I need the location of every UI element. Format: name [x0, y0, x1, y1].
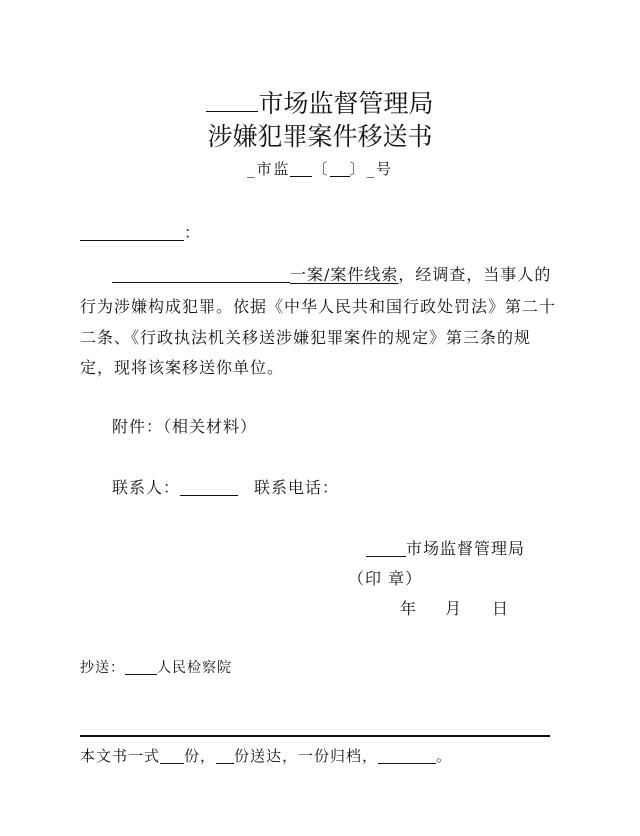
paragraph-line-1	[80, 262, 551, 285]
document-title-org	[0, 84, 640, 120]
footer-part3: 份送达，一份归档，	[234, 747, 379, 765]
document-number	[0, 158, 640, 179]
doc-number-paren-close: 〕	[349, 160, 367, 178]
document-title: 涉嫌犯罪案件移送书	[207, 122, 433, 151]
cc-org: 人民检察院	[157, 660, 232, 676]
footer-line	[80, 745, 452, 766]
org-name-blank	[206, 86, 258, 112]
footer-divider	[80, 735, 550, 737]
delivered-blank	[216, 746, 234, 764]
signature-org	[366, 536, 525, 559]
contact-person-blank	[180, 478, 238, 496]
date-month: 月	[445, 599, 463, 618]
doc-year-blank	[330, 159, 350, 177]
date-year: 年	[400, 599, 418, 618]
party-name-blank	[112, 265, 290, 283]
paragraph-line-4: 定，现将该案移送你单位。	[80, 358, 285, 377]
footer-part2: 份，	[184, 747, 217, 765]
doc-number-blank	[290, 159, 312, 177]
attachment-line: 附件：（相关材料）	[112, 417, 258, 436]
doc-number-paren-open: 〔	[312, 160, 330, 178]
footer-part1: 本文书一式	[80, 747, 161, 765]
contact-phone-label: 联系电话：	[254, 478, 340, 497]
doc-number-suffix: _号	[366, 160, 394, 178]
recipient-line	[80, 220, 201, 243]
footer-blank-end	[378, 746, 436, 764]
cc-line	[80, 657, 232, 677]
case-type-text: 一案/案件线索	[290, 265, 399, 284]
paragraph-line-3: 二条、《行政执法机关移送涉嫌犯罪案件的规定》第三条的规	[80, 328, 532, 347]
para-line1-rest: ，经调查，当事人的	[398, 265, 552, 284]
recipient-colon: ：	[184, 223, 202, 242]
cc-label: 抄送：	[80, 660, 125, 676]
copies-blank	[160, 746, 184, 764]
doc-number-prefix: _市监	[246, 160, 291, 178]
cc-blank	[125, 657, 157, 675]
date-day: 日	[492, 599, 510, 618]
signature-org-text: 市场监督管理局	[406, 539, 526, 558]
footer-part4: 。	[436, 747, 453, 765]
recipient-blank	[80, 223, 184, 241]
contact-line	[112, 475, 339, 498]
seal-text: （印 章）	[348, 569, 423, 588]
signature-org-blank	[366, 539, 406, 557]
title-org-text: 市场监督管理局	[258, 89, 434, 118]
contact-person-label: 联系人：	[112, 478, 181, 497]
date-line	[400, 596, 509, 619]
paragraph-line-2: 行为涉嫌构成犯罪。依据《中华人民共和国行政处罚法》第二十	[80, 297, 557, 316]
